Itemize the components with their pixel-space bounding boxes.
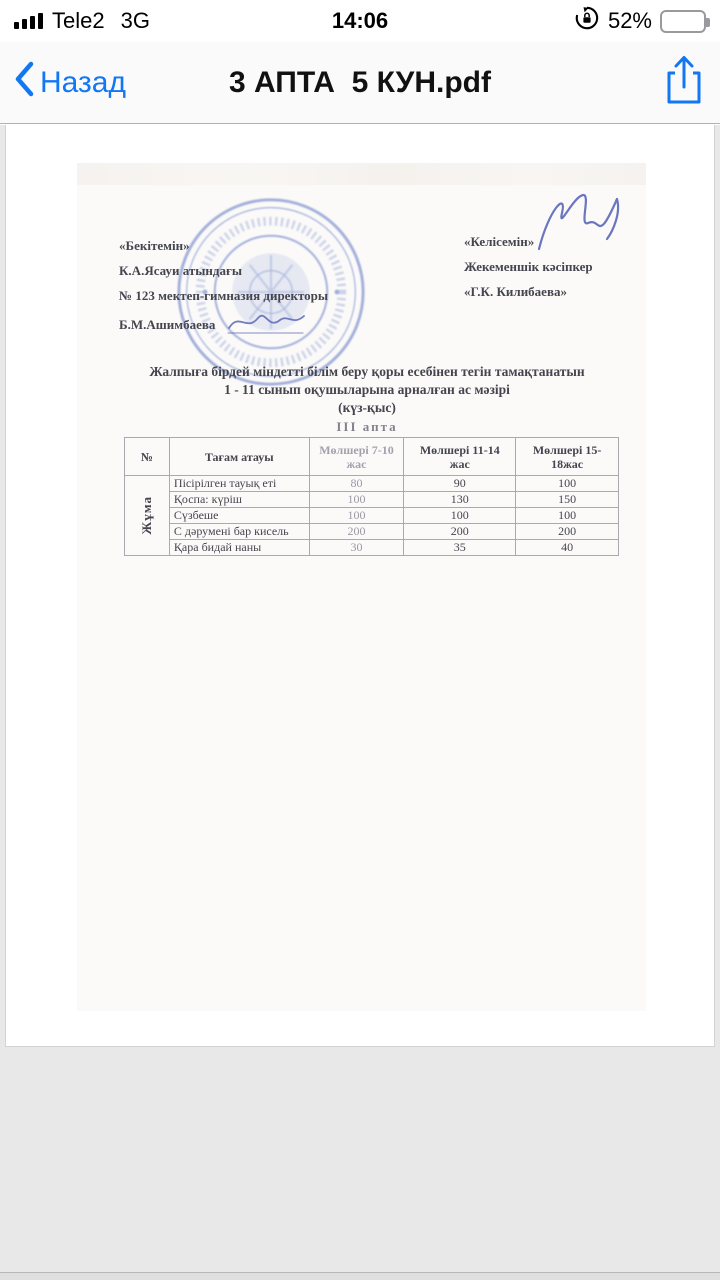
- table-row: [125, 540, 619, 556]
- director-signature: [225, 324, 307, 339]
- table-row: [125, 508, 619, 524]
- back-button[interactable]: [14, 61, 126, 105]
- day-label-cell: [125, 476, 170, 556]
- table-row: [125, 492, 619, 508]
- signal-strength-icon: [14, 13, 43, 29]
- entrepreneur-signature: [529, 187, 629, 262]
- scan-artifact: [77, 163, 646, 185]
- amount-cell: 100: [309, 508, 404, 524]
- document-title: 3 АПТА 5 КУН.pdf: [228, 65, 491, 99]
- amount-cell: 35: [404, 540, 516, 556]
- network-type-label: 3G: [120, 8, 150, 33]
- battery-icon: [660, 10, 706, 33]
- nav-bar: [0, 42, 720, 124]
- scanned-document: [77, 163, 646, 1011]
- amount-cell: 90: [404, 476, 516, 492]
- amount-cell: 100: [516, 508, 619, 524]
- agree-line-2: Жекеменшік кәсіпкер: [464, 259, 593, 274]
- share-icon: [662, 53, 706, 107]
- amount-cell: 100: [516, 476, 619, 492]
- week-label: ІІІ апта: [336, 419, 398, 434]
- approve-line-1: «Бекітемін»: [119, 238, 190, 253]
- amount-cell: 100: [309, 492, 404, 508]
- amount-cell: 200: [404, 524, 516, 540]
- amount-cell: 30: [309, 540, 404, 556]
- agree-line-1: «Келісемін»: [464, 234, 535, 249]
- amount-cell: 100: [404, 508, 516, 524]
- dish-cell: Сүзбеше: [169, 508, 309, 524]
- table-row: [125, 524, 619, 540]
- amount-cell: 80: [309, 476, 404, 492]
- dish-cell: Қоспа: күріш: [169, 492, 309, 508]
- approve-line-4: [119, 308, 328, 344]
- menu-title-line-2: 1 - 11 сынып оқушыларына арналған ас мәзірі: [224, 382, 510, 397]
- day-label: Жұма: [138, 496, 154, 535]
- back-label: Назад: [40, 65, 126, 99]
- table-header-row: [125, 438, 619, 476]
- rotation-lock-icon: [574, 5, 600, 37]
- menu-title-line-1: Жалпыға бірдей міндетті білім беру қоры есебінен тегін тамақтанатын: [149, 364, 585, 379]
- menu-table: [124, 437, 619, 556]
- dish-cell: Қара бидай наны: [169, 540, 309, 556]
- amount-cell: 200: [309, 524, 404, 540]
- carrier-label: Tele2: [52, 8, 105, 33]
- approve-block: [119, 233, 328, 344]
- table-row: [125, 476, 619, 492]
- menu-title: [97, 363, 637, 417]
- chevron-left-icon: [14, 61, 34, 105]
- pdf-viewer-canvas[interactable]: [0, 125, 720, 1272]
- director-name: Б.М.Ашимбаева: [119, 316, 216, 332]
- amount-cell: 40: [516, 540, 619, 556]
- column-header: №: [125, 438, 170, 476]
- column-header: Мөлшері 15-18жас: [516, 438, 619, 476]
- amount-cell: 150: [516, 492, 619, 508]
- amount-cell: 200: [516, 524, 619, 540]
- approve-line-2: К.А.Ясауи атындағы: [119, 263, 243, 278]
- amount-cell: 130: [404, 492, 516, 508]
- column-header: Мөлшері 11-14 жас: [404, 438, 516, 476]
- agree-line-3: «Г.К. Килибаева»: [464, 284, 567, 299]
- pdf-page: [5, 125, 715, 1047]
- share-button[interactable]: [662, 53, 706, 112]
- status-bar: [0, 0, 720, 42]
- menu-title-line-3: (күз-қыс): [338, 400, 396, 415]
- approve-line-3: № 123 мектеп-гимназия директоры: [119, 288, 329, 303]
- battery-percent-label: 52%: [607, 8, 652, 33]
- clock: 14:06: [331, 8, 389, 33]
- bottom-toolbar-edge: [0, 1272, 720, 1280]
- dish-cell: С дәрумені бар кисель: [169, 524, 309, 540]
- column-header: Тағам атауы: [169, 438, 309, 476]
- column-header: Мөлшері 7-10 жас: [309, 438, 404, 476]
- dish-cell: Пісірілген тауық еті: [169, 476, 309, 492]
